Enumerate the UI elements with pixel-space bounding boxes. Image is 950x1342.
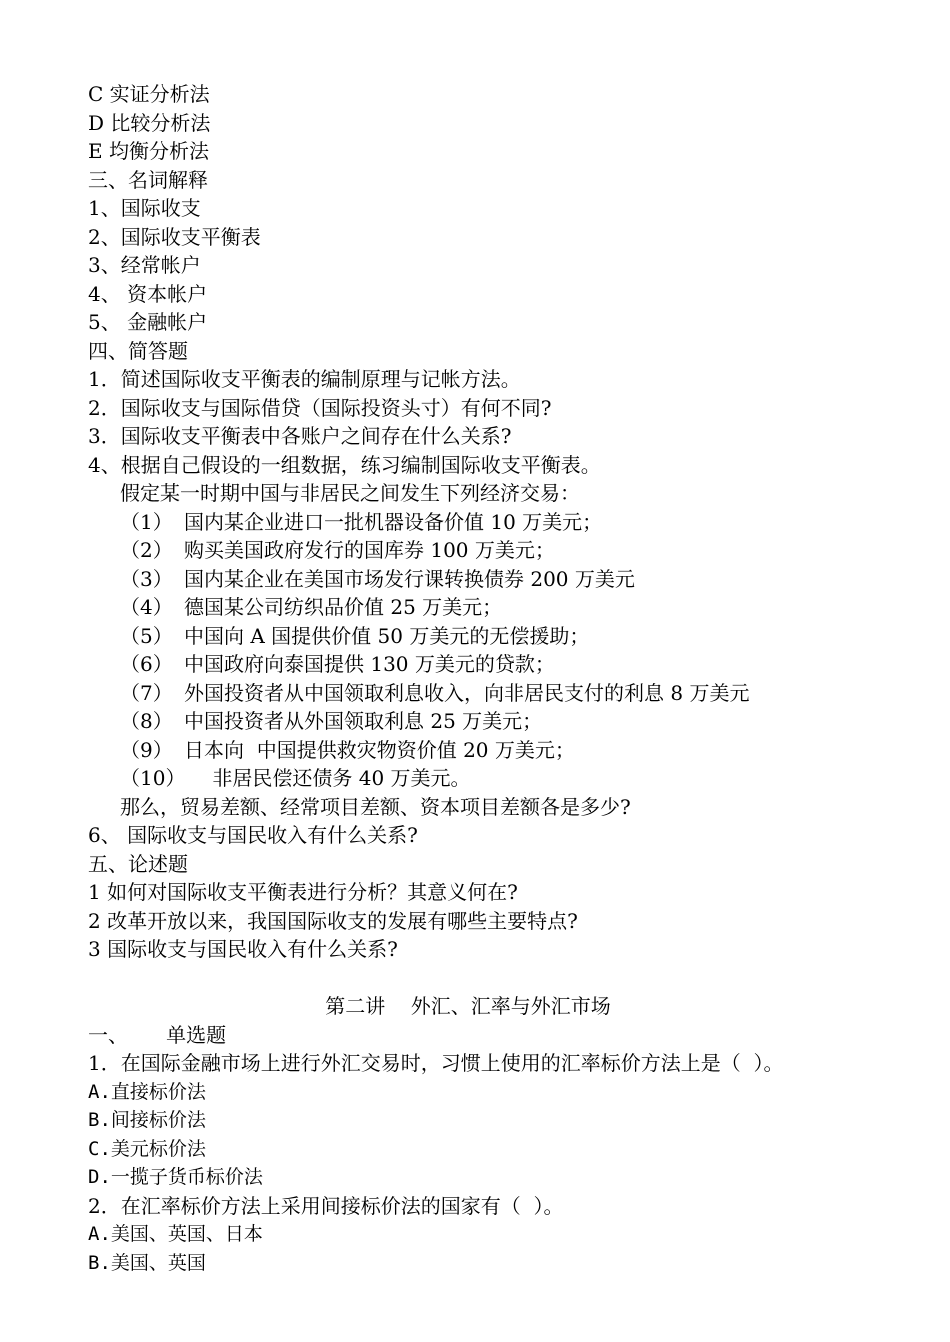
transaction-label: （8） xyxy=(120,709,173,733)
transaction-item xyxy=(88,679,878,708)
option-item: A.直接标价法 xyxy=(88,1080,206,1103)
transaction-text: 德国某公司纺织品价值 25 万美元； xyxy=(184,595,503,619)
transaction-label: （3） xyxy=(120,566,173,591)
transaction-item xyxy=(88,736,878,765)
scenario-question: 那么，贸易差额、经常项目差额、资本项目差额各是多少? xyxy=(120,794,631,819)
heading-essay: 五、论述题 xyxy=(88,851,188,876)
heading-short-answer: 四、简答题 xyxy=(88,338,188,363)
short-answer-item: 3．国际收支平衡表中各账户之间存在什么关系? xyxy=(88,424,512,448)
transaction-item xyxy=(88,565,878,594)
term-item: 2、国际收支平衡表 xyxy=(88,224,261,249)
term-item: 5、 金融帐户 xyxy=(88,310,208,334)
transaction-label: （5） xyxy=(120,623,173,648)
transaction-text: 外国投资者从中国领取利息收入，向非居民支付的利息 8 万美元 xyxy=(184,680,750,705)
transaction-text: 非居民偿还债务 40 万美元。 xyxy=(206,766,471,790)
transaction-item xyxy=(88,764,878,793)
option-item: B.美国、英国 xyxy=(88,1251,206,1274)
option-item: D.一揽子货币标价法 xyxy=(88,1166,263,1188)
transaction-label: （6） xyxy=(120,652,173,676)
question-item: 1．在国际金融市场上进行外汇交易时，习惯上使用的汇率标价方法上是（ ）。 xyxy=(88,1051,784,1075)
transaction-item xyxy=(88,707,878,736)
short-answer-item: 6、 国际收支与国民收入有什么关系? xyxy=(88,823,418,847)
transaction-text: 国内某企业在美国市场发行课转换债券 200 万美元 xyxy=(184,566,635,591)
transaction-text: 中国向 A 国提供价值 50 万美元的无偿援助； xyxy=(184,623,590,648)
option-d: D 比较分析法 xyxy=(88,110,211,135)
transaction-item xyxy=(88,622,878,651)
option-c: C 实证分析法 xyxy=(88,82,210,106)
option-e: E 均衡分析法 xyxy=(88,139,209,163)
transaction-text: 中国投资者从外国领取利息 25 万美元； xyxy=(184,709,543,733)
heading-single-choice: 一、 单选题 xyxy=(88,1022,227,1047)
term-item: 4、 资本帐户 xyxy=(88,281,208,306)
question-item: 2．在汇率标价方法上采用间接标价法的国家有（ ）。 xyxy=(88,1193,564,1218)
transaction-label: （2） xyxy=(120,538,173,562)
essay-item: 2 改革开放以来，我国国际收支的发展有哪些主要特点? xyxy=(88,908,578,933)
essay-item: 3 国际收支与国民收入有什么关系? xyxy=(88,937,398,961)
term-item: 3、经常帐户 xyxy=(88,253,201,277)
transaction-item xyxy=(88,593,878,622)
transaction-label: （7） xyxy=(120,680,173,705)
transaction-label: （10） xyxy=(120,766,186,790)
scenario-intro: 假定某一时期中国与非居民之间发生下列经济交易： xyxy=(120,481,580,505)
essay-item: 1 如何对国际收支平衡表进行分析？其意义何在? xyxy=(88,880,518,904)
transaction-item xyxy=(88,536,878,565)
transaction-item xyxy=(88,650,878,679)
transaction-text: 日本向 中国提供救灾物资价值 20 万美元； xyxy=(184,737,575,762)
transaction-item xyxy=(88,508,878,537)
short-answer-item: 2．国际收支与国际借贷（国际投资头寸）有何不同? xyxy=(88,395,552,420)
transaction-label: （1） xyxy=(120,509,173,534)
term-item: 1、国际收支 xyxy=(88,196,201,220)
transaction-label: （9） xyxy=(120,737,173,762)
lecture-title: 第二讲 外汇、汇率与外汇市场 xyxy=(325,994,611,1018)
short-answer-item: 1．简述国际收支平衡表的编制原理与记帐方法。 xyxy=(88,367,521,391)
transaction-text: 购买美国政府发行的国库券 100 万美元； xyxy=(184,538,555,562)
spacer xyxy=(88,964,878,993)
option-item: A.美国、英国、日本 xyxy=(88,1223,263,1245)
option-item: B.间接标价法 xyxy=(88,1109,206,1131)
transaction-text: 中国政府向泰国提供 130 万美元的贷款； xyxy=(184,652,555,676)
transaction-text: 国内某企业进口一批机器设备价值 10 万美元； xyxy=(184,509,603,534)
document-page xyxy=(88,80,878,1277)
short-answer-item: 4、根据自己假设的一组数据，练习编制国际收支平衡表。 xyxy=(88,452,601,477)
option-item: C.美元标价法 xyxy=(88,1137,206,1160)
heading-terms: 三、名词解释 xyxy=(88,167,208,192)
transaction-label: （4） xyxy=(120,595,173,619)
